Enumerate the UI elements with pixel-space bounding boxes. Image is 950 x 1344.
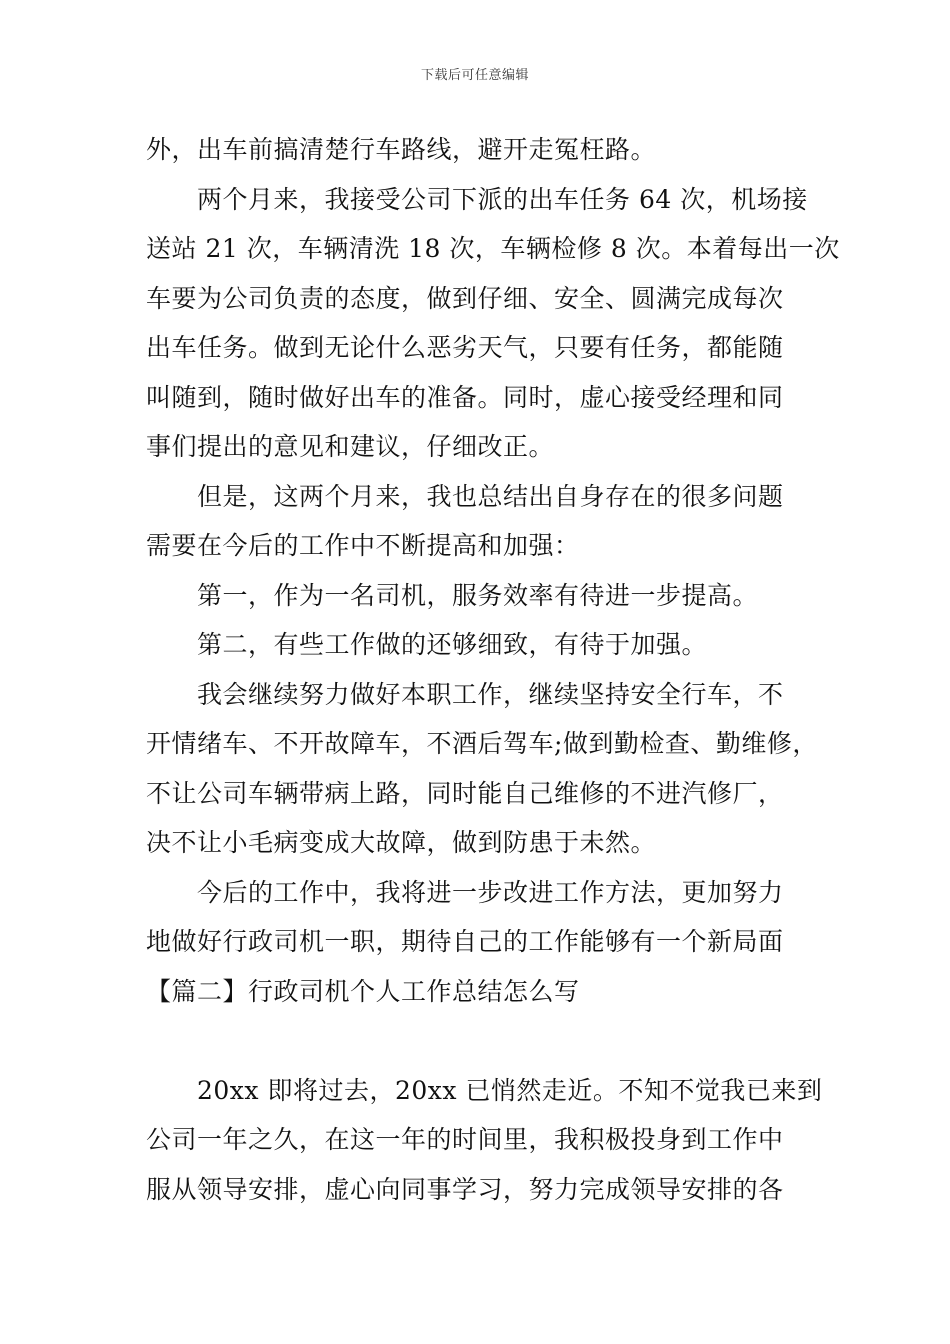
text-line: 第一，作为一名司机，服务效率有待进一步提高。 bbox=[197, 580, 759, 610]
text-line: 不让公司车辆带病上路，同时能自己维修的不进汽修厂， bbox=[146, 778, 784, 808]
text-line: 事们提出的意见和建议，仔细改正。 bbox=[146, 432, 555, 461]
text-line: 20xx 即将过去，20xx 已悄然走近。不知不觉我已来到 bbox=[197, 1075, 823, 1105]
text-line: 两个月来，我接受公司下派的出车任务 64 次，机场接 bbox=[197, 184, 808, 214]
text-line: 服从领导安排，虚心向同事学习，努力完成领导安排的各 bbox=[146, 1174, 784, 1204]
text-line: 我会继续努力做好本职工作，继续坚持安全行车，不 bbox=[197, 679, 784, 709]
text-line: 车要为公司负责的态度，做到仔细、安全、圆满完成每次 bbox=[146, 283, 784, 313]
document-body bbox=[146, 125, 840, 1214]
text-line: 需要在今后的工作中不断提高和加强： bbox=[146, 531, 580, 560]
text-line: 送站 21 次，车辆清洗 18 次，车辆检修 8 次。本着每出一次 bbox=[146, 234, 840, 263]
text-line: 外，出车前搞清楚行车路线，避开走冤枉路。 bbox=[146, 135, 657, 164]
text-line: 开情绪车、不开故障车，不酒后驾车;做到勤检查、勤维修， bbox=[146, 729, 818, 758]
text-line: 第二，有些工作做的还够细致，有待于加强。 bbox=[197, 630, 708, 659]
page-header-note: 下载后可任意编辑 bbox=[420, 68, 529, 83]
text-line bbox=[146, 1016, 810, 1066]
text-line: 叫随到，随时做好出车的准备。同时，虚心接受经理和同 bbox=[146, 382, 784, 412]
text-line: 公司一年之久，在这一年的时间里，我积极投身到工作中 bbox=[146, 1125, 784, 1154]
text-line: 今后的工作中，我将进一步改进工作方法，更加努力 bbox=[197, 877, 784, 907]
text-line: 出车任务。做到无论什么恶劣天气，只要有任务，都能随 bbox=[146, 333, 784, 362]
text-line: 地做好行政司机一职，期待自己的工作能够有一个新局面 bbox=[146, 927, 784, 956]
text-line: 但是，这两个月来，我也总结出自身存在的很多问题 bbox=[197, 481, 784, 511]
section-heading: 【篇二】行政司机个人工作总结怎么写 bbox=[146, 976, 580, 1006]
text-line: 决不让小毛病变成大故障，做到防患于未然。 bbox=[146, 828, 657, 857]
